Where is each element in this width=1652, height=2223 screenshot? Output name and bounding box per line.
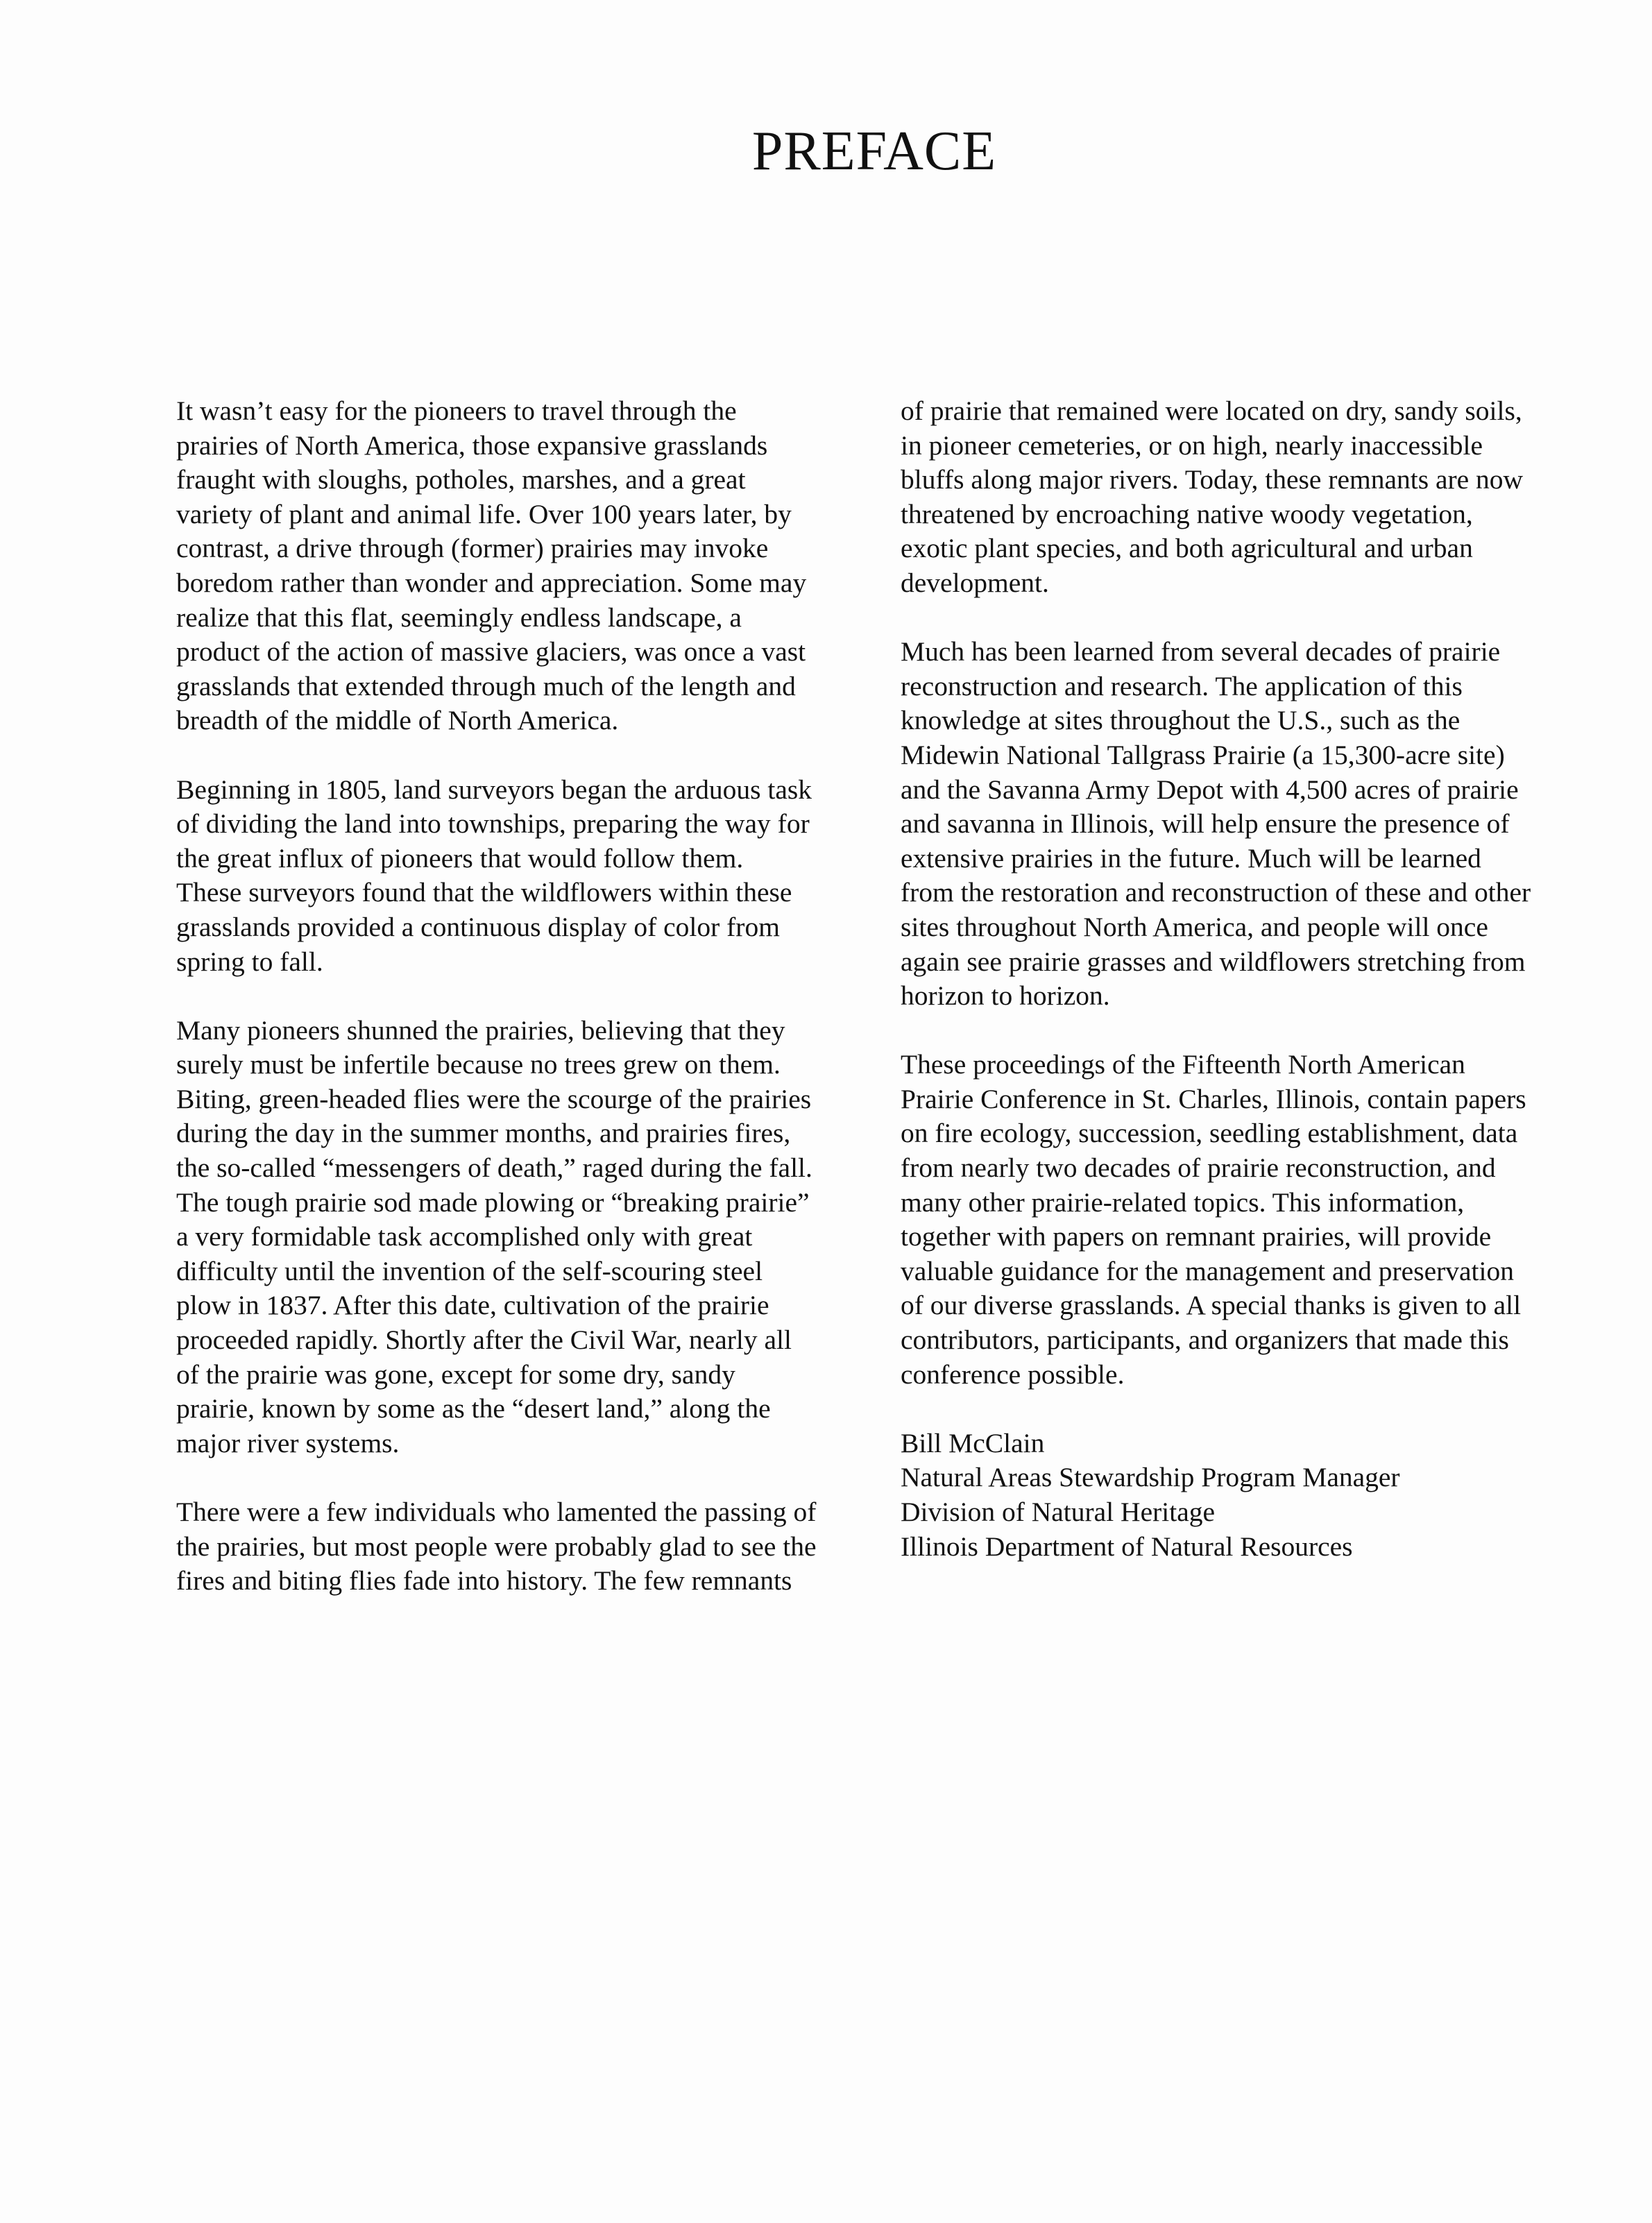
text-line: a very formidable task accomplished only with great — [176, 1221, 753, 1252]
text-line: proceeded rapidly. Shortly after the Civil War, nearly all — [176, 1325, 792, 1356]
paragraph — [901, 1048, 1584, 1392]
text-line: horizon to horizon. — [901, 980, 1110, 1012]
text-line: grasslands that extended through much of the length and — [176, 670, 796, 701]
text-line: many other prairie-related topics. This information, — [901, 1186, 1465, 1218]
text-line: Much has been learned from several decades of prairie — [901, 636, 1501, 667]
paragraph — [176, 1495, 877, 1599]
text-line: Many pioneers shunned the prairies, believing that they — [176, 1014, 785, 1046]
paragraph — [901, 394, 1584, 601]
text-line: boredom rather than wonder and appreciation. Some may — [176, 567, 807, 598]
paragraph — [901, 635, 1584, 1014]
text-line: realize that this flat, seemingly endless landscape, a — [176, 602, 742, 633]
text-line: contrast, a drive through (former) prairies may invoke — [176, 533, 769, 564]
text-line: bluffs along major rivers. Today, these remnants are now — [901, 464, 1524, 495]
text-line: difficulty until the invention of the self-scouring steel — [176, 1255, 763, 1286]
text-line: There were a few individuals who lamented the passing of — [176, 1497, 817, 1527]
text-line: of the prairie was gone, except for some dry, sandy — [176, 1358, 735, 1390]
left-column — [176, 394, 877, 1633]
text-line: product of the action of massive glaciers, was once a vast — [176, 636, 806, 667]
text-line: grasslands provided a continuous display of color from — [176, 911, 780, 942]
right-column — [901, 394, 1584, 1564]
text-line: knowledge at sites throughout the U.S., such as the — [901, 705, 1461, 736]
text-line: conference possible. — [901, 1358, 1125, 1390]
text-line: during the day in the summer months, and prairies fires, — [176, 1118, 791, 1149]
text-line: These surveyors found that the wildflowers within these — [176, 877, 792, 908]
text-line: together with papers on remnant prairies, will provide — [901, 1221, 1492, 1252]
text-line: of dividing the land into townships, preparing the way for — [176, 808, 810, 840]
text-line: prairie, known by some as the “desert land,” along the — [176, 1393, 771, 1424]
text-line: surely must be infertile because no trees grew on them. — [176, 1049, 781, 1080]
text-line: sites throughout North America, and people will once — [901, 911, 1488, 942]
text-line: major river systems. — [176, 1427, 400, 1458]
signature-department: Illinois Department of Natural Resources — [901, 1531, 1353, 1562]
text-line: variety of plant and animal life. Over 100 years later, by — [176, 498, 792, 529]
signature-name: Bill McClain — [901, 1427, 1045, 1458]
signature-division: Division of Natural Heritage — [901, 1497, 1216, 1527]
text-line: in pioneer cemeteries, or on high, nearly inaccessible — [901, 429, 1483, 461]
text-line: fraught with sloughs, potholes, marshes, and a great — [176, 464, 746, 495]
signature-title: Natural Areas Stewardship Program Manager — [901, 1462, 1400, 1493]
text-line: exotic plant species, and both agricultural and urban — [901, 533, 1473, 564]
text-line: These proceedings of the Fifteenth North American — [901, 1049, 1465, 1080]
text-line: the so-called “messengers of death,” raged during the fall. — [176, 1152, 812, 1184]
text-line: Prairie Conference in St. Charles, Illinois, contain papers — [901, 1083, 1526, 1114]
text-line: of our diverse grasslands. A special thanks is given to all — [901, 1290, 1522, 1321]
paragraph — [176, 773, 877, 980]
text-line: fires and biting flies fade into history. The few remnants — [176, 1565, 792, 1596]
page-title: PREFACE — [751, 121, 997, 182]
text-line: Beginning in 1805, land surveyors began the arduous task — [176, 774, 812, 805]
text-line: the prairies, but most people were probably glad to see the — [176, 1531, 817, 1562]
paragraph — [176, 394, 877, 738]
text-line: threatened by encroaching native woody vegetation, — [901, 498, 1473, 529]
text-line: from the restoration and reconstruction of these and other — [901, 877, 1531, 908]
text-line: extensive prairies in the future. Much will be learned — [901, 842, 1481, 874]
text-line: valuable guidance for the management and preservation — [901, 1255, 1514, 1286]
text-line: and the Savanna Army Depot with 4,500 acres of prairie — [901, 774, 1519, 805]
text-line: development. — [901, 567, 1049, 598]
text-line: the great influx of pioneers that would follow them. — [176, 842, 744, 874]
text-line: and savanna in Illinois, will help ensure the presence of — [901, 808, 1510, 840]
text-line: of prairie that remained were located on dry, sandy soils, — [901, 395, 1522, 426]
text-line: again see prairie grasses and wildflowers stretching from — [901, 946, 1526, 977]
signature-block — [901, 1426, 1584, 1564]
text-line: It wasn’t easy for the pioneers to travel through the — [176, 395, 737, 426]
text-line: from nearly two decades of prairie reconstruction, and — [901, 1152, 1496, 1184]
text-line: Biting, green-headed flies were the scourge of the prairies — [176, 1083, 812, 1114]
paragraph — [176, 1014, 877, 1461]
text-line: on fire ecology, succession, seedling establishment, data — [901, 1118, 1518, 1149]
text-line: contributors, participants, and organizers that made this — [901, 1325, 1509, 1356]
text-line: plow in 1837. After this date, cultivation of the prairie — [176, 1290, 769, 1321]
text-line: prairies of North America, those expansive grasslands — [176, 429, 768, 461]
text-line: reconstruction and research. The application of this — [901, 670, 1463, 701]
text-line: spring to fall. — [176, 946, 323, 977]
text-line: Midewin National Tallgrass Prairie (a 15,300-acre site) — [901, 739, 1505, 770]
text-line: The tough prairie sod made plowing or “breaking prairie” — [176, 1186, 810, 1218]
text-line: breadth of the middle of North America. — [176, 705, 619, 736]
